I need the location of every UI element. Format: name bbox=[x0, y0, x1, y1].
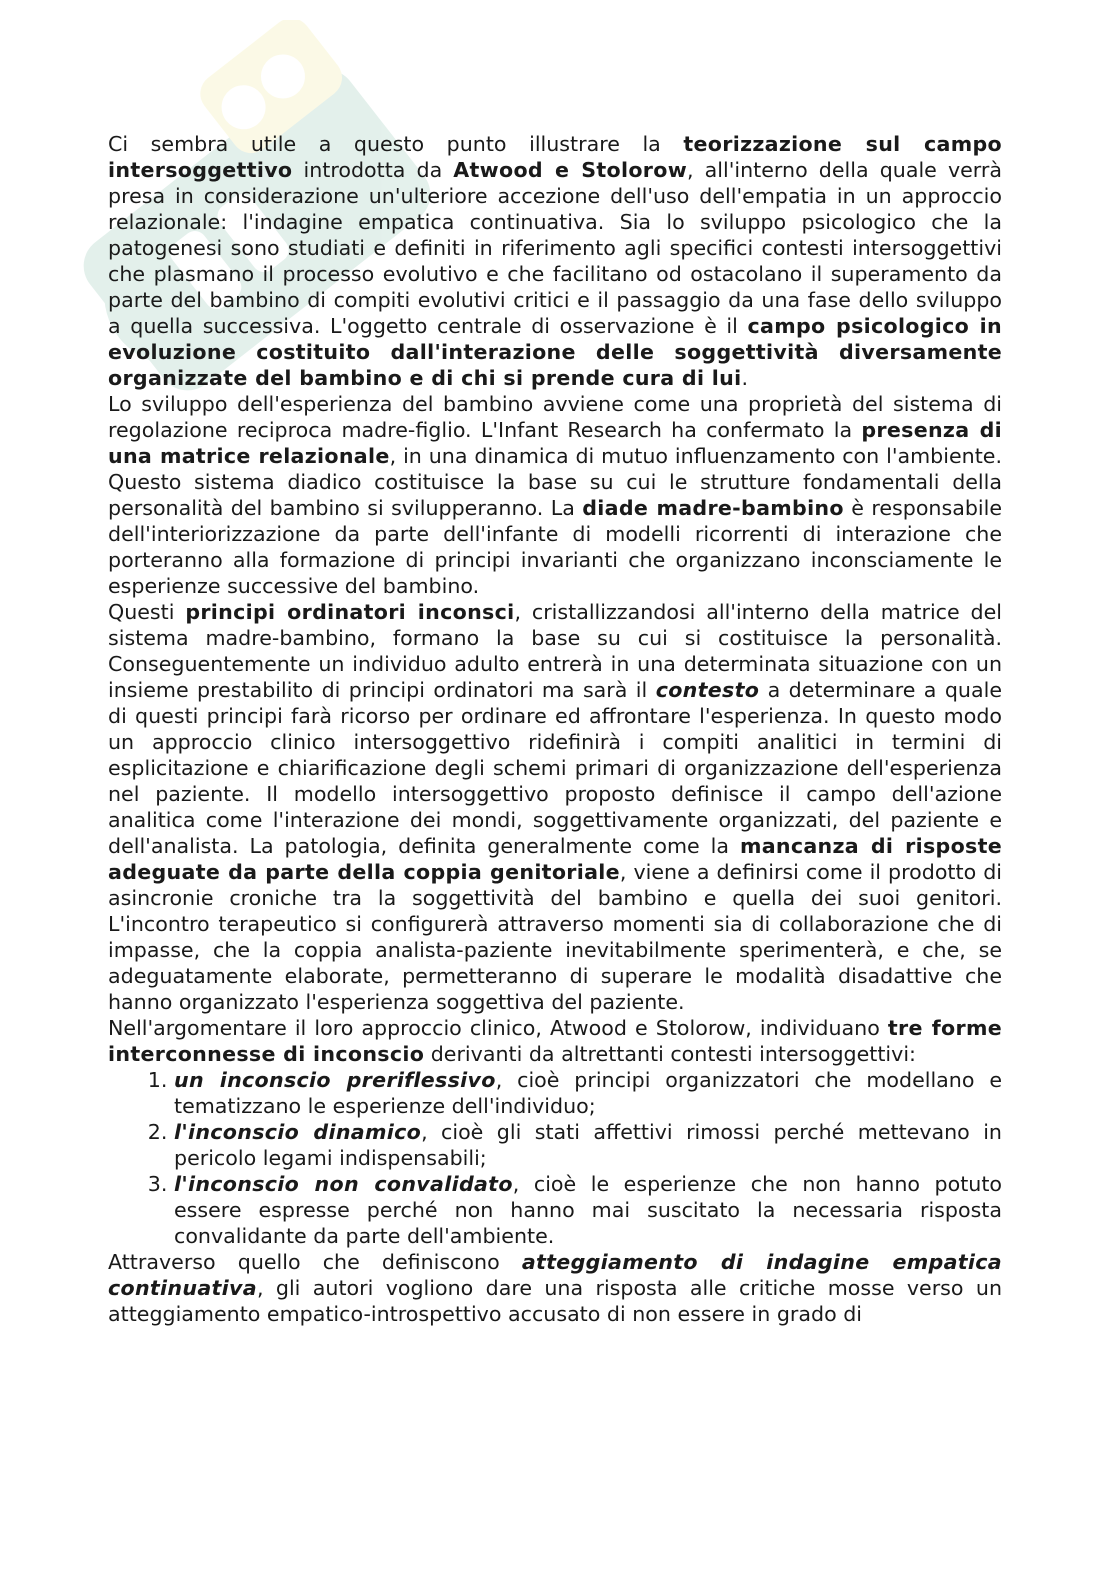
text-run: Questi bbox=[108, 600, 186, 624]
text-run: , in una dinamica di mutuo influenzamento con l'ambiente. Questo sistema diadico costituisce la base su cui le strutture fondamentali della personalità del bambino si svilupperanno. La bbox=[108, 444, 1002, 520]
bold-italic-term: l'inconscio dinamico bbox=[174, 1120, 422, 1144]
text-run: Attraverso quello che definiscono bbox=[108, 1250, 522, 1274]
bold-term: campo psicologico in evoluzione costituito dall'interazione delle soggettività diversamente organizzate del bambino e di chi si prende cura di lui bbox=[108, 314, 1002, 390]
text-run: , all'interno della quale verrà presa in considerazione un'ulteriore accezione dell'uso dell'empatia in un approccio relazionale: l'indagine empatica continuativa. Sia lo sviluppo psicologico che la patogenesi sono studiati e definiti in riferimento agli specifici contesti intersoggettivi che plasmano il processo evolutivo e che facilitano od ostacolano il superamento da parte del bambino di compiti evolutivi critici e il passaggio da una fase dello sviluppo a quella successiva. L'oggetto centrale di osservazione è il bbox=[108, 158, 1002, 338]
text-run: a determinare a quale di questi principi farà ricorso per ordinare ed affrontare l'esperienza. In questo modo un approccio clinico intersoggettivo ridefinirà i compiti analitici in termini di esplicitazione e chiarificazione degli schemi primari di organizzazione dell'esperienza nel paziente. Il modello intersoggettivo proposto definisce il campo dell'azione analitica come l'interazione dei mondi, soggettivamente organizzati, del paziente e dell'analista. La patologia, definita generalmente come la bbox=[108, 678, 1002, 858]
list-item bbox=[174, 1171, 1002, 1249]
text-run: Ci sembra utile a questo punto illustrare la bbox=[108, 132, 684, 156]
bold-term: teorizzazione sul campo intersoggettivo bbox=[108, 132, 1002, 182]
paragraph-3 bbox=[108, 599, 1002, 1015]
bold-italic-term: atteggiamento di indagine empatica continuativa bbox=[108, 1250, 1002, 1300]
text-run: , viene a definirsi come il prodotto di asincronie croniche tra la soggettività del bambino e quella dei suoi genitori. L'incontro terapeutico si configurerà attraverso momenti sia di collaborazione che di impasse, che la coppia analista-paziente inevitabilmente sperimenterà, e che, se adeguatamente elaborate, permetteranno di superare le modalità disadattive che hanno organizzato l'esperienza soggettiva del paziente. bbox=[108, 860, 1002, 1014]
paragraph-2 bbox=[108, 391, 1002, 599]
bold-term: Atwood e Stolorow bbox=[453, 158, 688, 182]
paragraph-1 bbox=[108, 131, 1002, 391]
bold-italic-term: un inconscio preriflessivo bbox=[174, 1068, 496, 1092]
bold-italic-term: contesto bbox=[655, 678, 760, 702]
bold-term: presenza di una matrice relazionale bbox=[108, 418, 1003, 468]
text-run: introdotta da bbox=[292, 158, 454, 182]
text-run: , cristallizzandosi all'interno della matrice del sistema madre-bambino, formano la base su cui si costituisce la personalità. Conseguentemente un individuo adulto entrerà in una determinata situazione con un insieme prestabilito di principi ordinatori ma sarà il bbox=[108, 600, 1002, 702]
paragraph-4 bbox=[108, 1015, 1002, 1067]
bold-term: principi ordinatori inconsci bbox=[185, 600, 515, 624]
bold-italic-term: l'inconscio non convalidato bbox=[174, 1172, 513, 1196]
text-run: è responsabile dell'interiorizzazione da parte dell'infante di modelli ricorrenti di interazione che porteranno alla formazione di principi invarianti che organizzano inconsciamente le esperienze successive del bambino. bbox=[108, 496, 1003, 598]
bold-term: diade madre-bambino bbox=[582, 496, 844, 520]
unconscious-forms-list bbox=[108, 1067, 1002, 1249]
text-run: . bbox=[741, 366, 749, 390]
list-item bbox=[174, 1119, 1002, 1171]
text-run: , gli autori vogliono dare una risposta alle critiche mosse verso un atteggiamento empatico-introspettivo accusato di non essere in grado di bbox=[108, 1276, 1002, 1326]
bold-term: tre forme interconnesse di inconscio bbox=[108, 1016, 1002, 1066]
text-run: , cioè principi organizzatori che modellano e tematizzano le esperienze dell'individuo; bbox=[174, 1068, 1002, 1118]
text-run: derivanti da altrettanti contesti intersoggettivi: bbox=[424, 1042, 916, 1066]
list-item bbox=[174, 1067, 1002, 1119]
text-run: , cioè le esperienze che non hanno potuto essere espresse perché non hanno mai suscitato la necessaria risposta convalidante da parte dell'ambiente. bbox=[174, 1172, 1002, 1248]
bold-term: mancanza di risposte adeguate da parte della coppia genitoriale bbox=[108, 834, 1002, 884]
document-body bbox=[108, 131, 1002, 1327]
paragraph-5 bbox=[108, 1249, 1002, 1327]
text-run: Lo sviluppo dell'esperienza del bambino avviene come una proprietà del sistema di regolazione reciproca madre-figlio. L'Infant Research ha confermato la bbox=[108, 392, 1002, 442]
text-run: , cioè gli stati affettivi rimossi perché mettevano in pericolo legami indispensabili; bbox=[174, 1120, 1002, 1170]
text-run: Nell'argomentare il loro approccio clinico, Atwood e Stolorow, individuano bbox=[108, 1016, 888, 1040]
